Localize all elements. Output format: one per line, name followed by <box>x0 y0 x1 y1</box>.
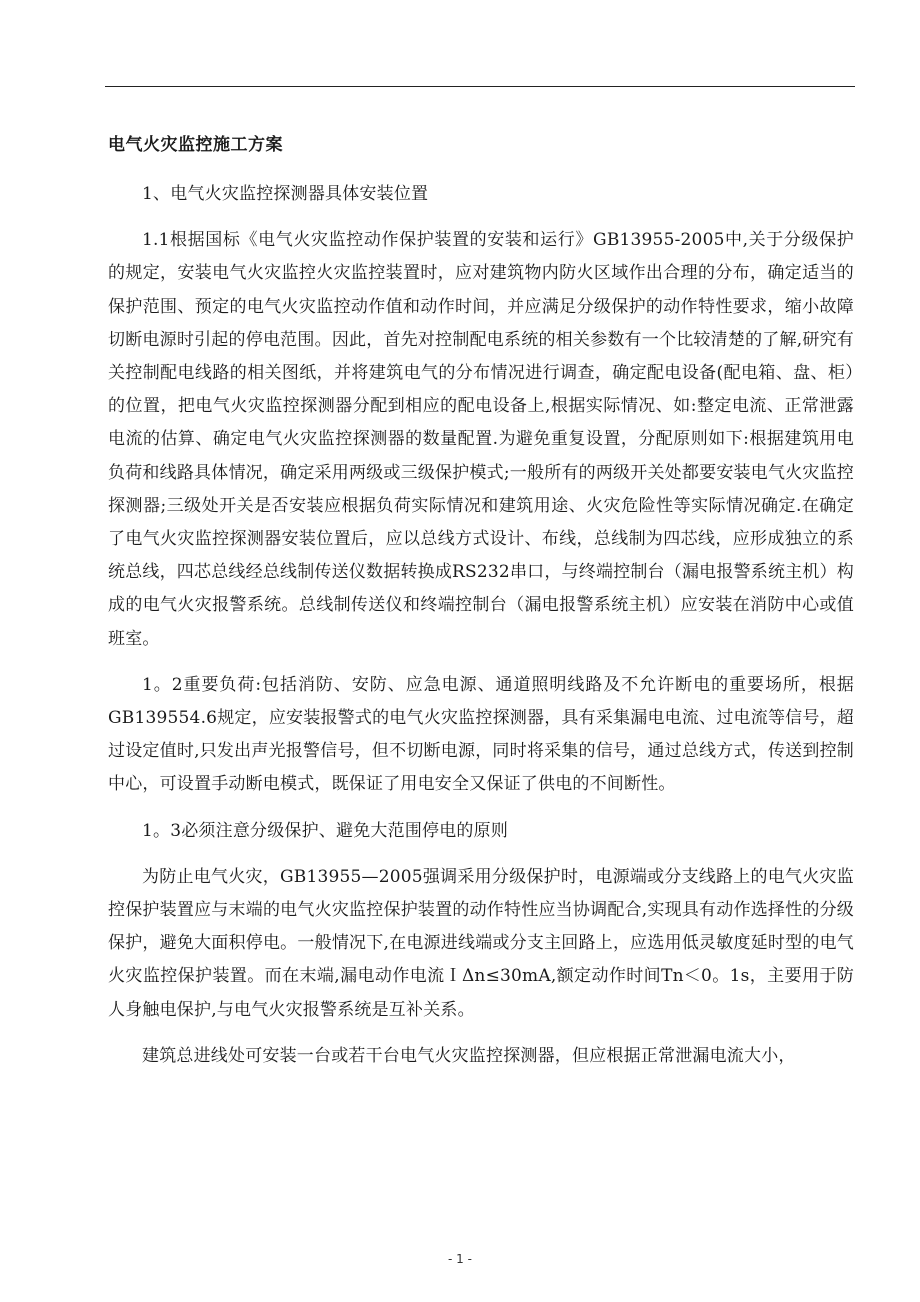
header-rule <box>105 86 855 87</box>
paragraph-continued: 建筑总进线处可安装一台或若干台电气火灾监控探测器，但应根据正常泄漏电流大小， <box>142 1045 796 1066</box>
paragraph-1-2: 1。2重要负荷:包括消防、安防、应急电源、通道照明线路及不允许断电的重要场所，根据GB139554.6规定，应安装报警式的电气火灾监控探测器，具有采集漏电电流、过电流等信号，超过设定值时,只发出声光报警信号，但不切断电源，同时将采集的信号，通过总线方式，传送到控制中心，可设置手动断电模式，既保证了用电安全又保证了供电的不间断性。 <box>108 674 854 795</box>
document-body <box>108 132 854 1086</box>
paragraph-1-3-body: 为防止电气火灾，GB13955—2005强调采用分级保护时，电源端或分支线路上的电气火灾监控保护装置应与末端的电气火灾监控保护装置的动作特性应当协调配合,实现具有动作选择性的分级保护，避免大面积停电。一般情况下,在电源进线端或分支主回路上，应选用低灵敏度延时型的电气火灾监控保护装置。而在末端,漏电动作电流ＩΔn≤30mA,额定动作时间Tn＜0。1s，主要用于防人身触电保护,与电气火灾报警系统是互补关系。 <box>108 866 854 1020</box>
subsection-heading-1-3: 1。3必须注意分级保护、避免大范围停电的原则 <box>142 820 509 841</box>
document-title: 电气火灾监控施工方案 <box>108 135 283 155</box>
section-heading-1: 1、电气火灾监控探测器具体安装位置 <box>142 184 429 204</box>
paragraph-1-1: 1.1根据国标《电气火灾监控动作保护装置的安装和运行》GB13955-2005中,关于分级保护的规定，安装电气火灾监控火灾监控装置时，应对建筑物内防火区域作出合理的分布，确定适当的保护范围、预定的电气火灾监控动作值和动作时间，并应满足分级保护的动作特性要求，缩小故障切断电源时引起的停电范围。因此，首先对控制配电系统的相关参数有一个比较清楚的了解,研究有关控制配电线路的相关图纸，并将建筑电气的分布情况进行调查，确定配电设备(配电箱、盘、柜）的位置，把电气火灾监控探测器分配到相应的配电设备上,根据实际情况、如:整定电流、正常泄露电流的估算、确定电气火灾监控探测器的数量配置.为避免重复设置，分配原则如下:根据建筑用电负荷和线路具体情况，确定采用两级或三级保护模式;一般所有的两级开关处都要安装电气火灾监控探测器;三级处开关是否安装应根据负荷实际情况和建筑用途、火灾危险性等实际情况确定.在确定了电气火灾监控探测器安装位置后，应以总线方式设计、布线，总线制为四芯线，应形成独立的系统总线，四芯总线经总线制传送仪数据转换成RS232串口，与终端控制台（漏电报警系统主机）构成的电气火灾报警系统。总线制传送仪和终端控制台（漏电报警系统主机）应安装在消防中心或值班室。 <box>108 230 854 649</box>
page-number: - 1 - <box>448 1252 472 1266</box>
